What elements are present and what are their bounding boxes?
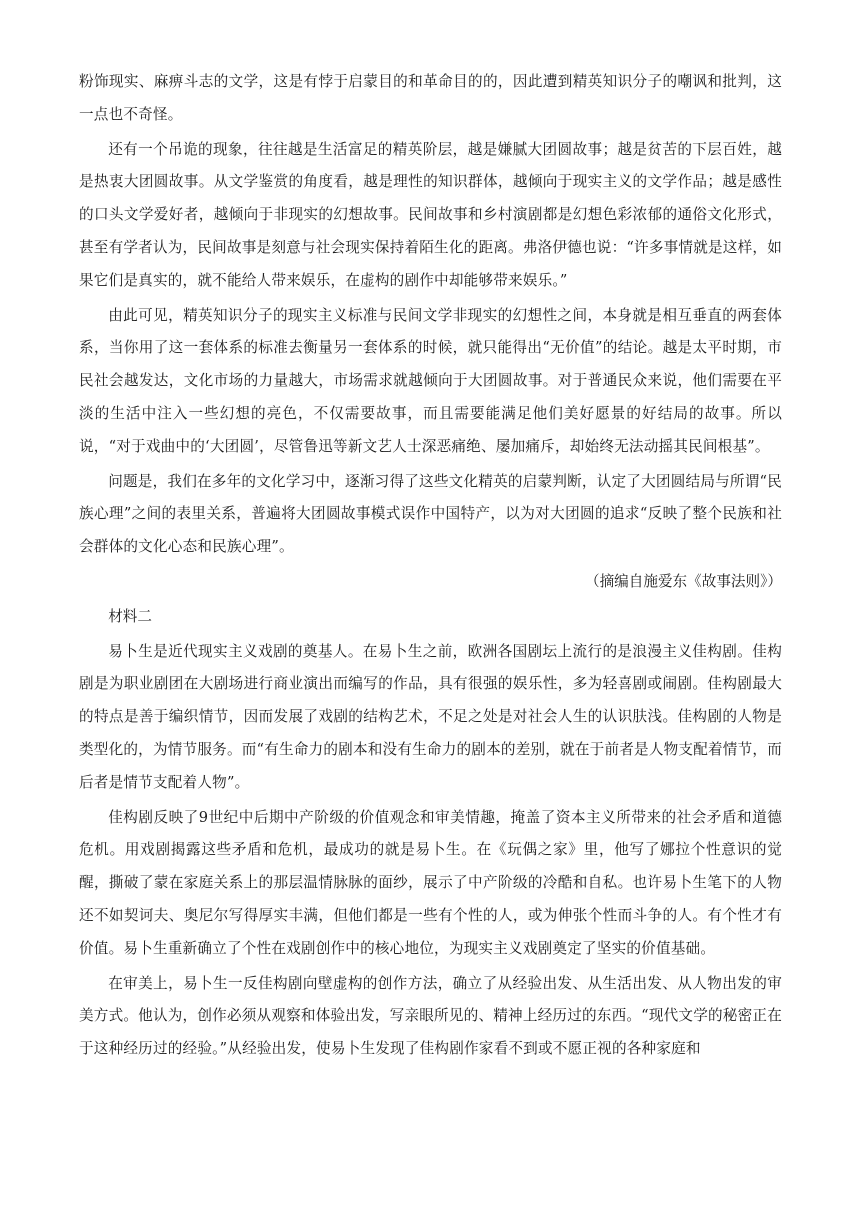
paragraph-ibsen-aesthetics: 在审美上，易卜生一反佳构剧向壁虚构的创作方法，确立了从经验出发、从生活出发、从人物出发的审美方式。他认为，创作必须从观察和体验出发，写亲眼所见的、精神上经历过的东西。“现代文学的秘密正在于这种经历过的经验。”从经验出发，使易卜生发现了佳构剧作家看不到或不愿正视的各种家庭和 bbox=[79, 974, 782, 1058]
paragraph-continuation: 粉饰现实、麻痹斗志的文学，这是有悖于启蒙目的和革命目的的，因此遭到精英知识分子的嘲讽和批判，这一点也不奇怪。 bbox=[79, 73, 782, 123]
paragraph-problem: 问题是，我们在多年的文化学习中，逐渐习得了这些文化精英的启蒙判断，认定了大团圆结局与所谓“民族心理”之间的表里关系，普遍将大团圆故事模式误作中国特产，以为对大团圆的追求“反映了整个民族和社会群体的文化心态和民族心理”。 bbox=[79, 472, 782, 556]
source-citation: （摘编自施爱东《故事法则》） bbox=[584, 572, 782, 590]
section-label: 材料二 bbox=[108, 607, 152, 625]
paragraph-ibsen-values: 佳构剧反映了9世纪中后期中产阶级的价值观念和审美情趣，掩盖了资本主义所带来的社会矛盾和道德危机。用戏剧揭露这些矛盾和危机，最成功的就是易卜生。在《玩偶之家》里，他写了娜拉个性意识的觉醒，撕破了蒙在家庭关系上的那层温情脉脉的面纱，展示了中产阶级的冷酷和自私。也许易卜生笔下的人物还不如契诃夫、奥尼尔写得厚实丰满，但他们都是一些有个性的人，或为伸张个性而斗争的人。有个性才有价值。易卜生重新确立了个性在戏剧创作中的核心地位，为现实主义戏剧奠定了坚实的价值基础。 bbox=[79, 808, 782, 957]
paragraph-two-systems: 由此可见，精英知识分子的现实主义标准与民间文学非现实的幻想性之间，本身就是相互垂直的两套体系，当你用了这一套体系的标准去衡量另一套体系的时候，就只能得出“无价值”的结论。越是太平时期，市民社会越发达，文化市场的力量越大，市场需求就越倾向于大团圆故事。对于普通民众来说，他们需要在平淡的生活中注入一些幻想的亮色，不仅需要故事，而且需要能满足他们美好愿景的好结局的故事。所以说，“对于戏曲中的‘大团圆’，尽管鲁迅等新文艺人士深恶痛绝、屡加痛斥，却始终无法动摇其民间根基”。 bbox=[79, 306, 782, 455]
paragraph-ibsen-intro: 易卜生是近代现实主义戏剧的奠基人。在易卜生之前，欧洲各国剧坛上流行的是浪漫主义佳构剧。佳构剧是为职业剧团在大剧场进行商业演出而编写的作品，具有很强的娱乐性，多为轻喜剧或闹剧。佳构剧最大的特点是善于编织情节，因而发展了戏剧的结构艺术，不足之处是对社会人生的认识肤浅。佳构剧的人物是类型化的，为情节服务。而“有生命力的剧本和没有生命力的剧本的差别，就在于前者是人物支配着情节，而后者是情节支配着人物”。 bbox=[79, 642, 782, 791]
document-page bbox=[79, 66, 782, 1068]
paragraph-paradox: 还有一个吊诡的现象，往往越是生活富足的精英阶层，越是嫌腻大团圆故事；越是贫苦的下层百姓，越是热衷大团圆故事。从文学鉴赏的角度看，越是理性的知识群体，越倾向于现实主义的文学作品；越是感性的口头文学爱好者，越倾向于非现实的幻想故事。民间故事和乡村演剧都是幻想色彩浓郁的通俗文化形式，甚至有学者认为，民间故事是刻意与社会现实保持着陌生化的距离。弗洛伊德也说：“许多事情就是这样，如果它们是真实的，就不能给人带来娱乐，在虚构的剧作中却能够带来娱乐。” bbox=[79, 140, 782, 289]
